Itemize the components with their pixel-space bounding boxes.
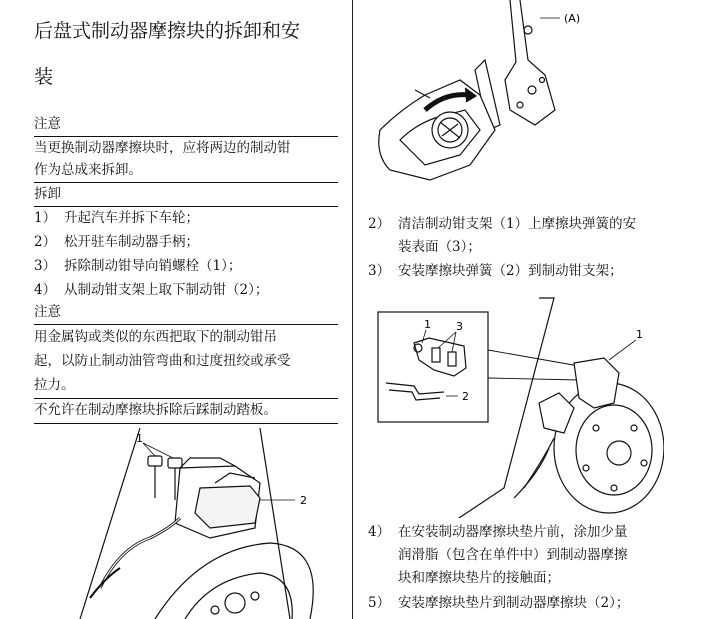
step-number: 4） xyxy=(368,524,391,540)
divider-rule xyxy=(34,182,338,183)
step-number: 5） xyxy=(368,595,391,611)
removal-step xyxy=(34,231,338,254)
notice-1-text-line-1: 当更换制动器摩擦块时，应将两边的制动钳 xyxy=(34,140,291,156)
step-number: 2） xyxy=(34,234,57,250)
caliper-pin-tool-figure xyxy=(370,0,590,200)
divider-rule xyxy=(34,136,338,137)
figure-label-3: 3 xyxy=(456,320,463,333)
step-text: 松开驻车制动器手柄； xyxy=(64,234,199,250)
removal-step xyxy=(34,279,338,302)
step-text: 升起汽车并拆下车轮； xyxy=(64,210,199,226)
install-step xyxy=(368,213,708,259)
step-number: 4） xyxy=(34,282,57,298)
step-text-line-1: 清洁制动钳支架（1）上摩擦块弹簧的安 xyxy=(398,216,637,232)
figure-label-1b: 1 xyxy=(636,328,643,341)
tool-label-a: (A) xyxy=(564,12,581,25)
install-step xyxy=(368,592,708,615)
divider-rule xyxy=(34,423,338,424)
step-number: 2） xyxy=(368,216,391,232)
figure-label-1: 1 xyxy=(424,318,431,331)
title-line-1: 后盘式制动器摩擦块的拆卸和安 xyxy=(34,20,301,42)
figure-label-2: 2 xyxy=(300,494,307,507)
removal-step xyxy=(34,255,338,278)
notice-1-text-line-2: 作为总成来拆卸。 xyxy=(34,162,142,178)
step-number: 1） xyxy=(34,210,57,226)
step-text-line-3: 块和摩擦块垫片的接触面； xyxy=(398,570,560,586)
caliper-removal-figure xyxy=(60,428,350,619)
notice-1-label: 注意 xyxy=(34,116,61,132)
divider-rule xyxy=(34,324,338,325)
step-text-line-2: 润滑脂（包含在单件中）到制动器摩擦 xyxy=(398,547,628,563)
column-divider xyxy=(352,0,353,619)
install-step xyxy=(368,521,708,590)
step-text: 拆除制动钳导向销螺栓（1）； xyxy=(64,258,242,274)
title-line-2: 装 xyxy=(34,66,54,88)
notice-2-line-2: 起，以防止制动油管弯曲和过度扭绞或承受 xyxy=(34,353,291,369)
step-number: 3） xyxy=(34,258,57,274)
step-text-line-1: 在安装制动器摩擦块垫片前，涂加少量 xyxy=(398,524,628,540)
step-text-line-1: 安装摩擦块垫片到制动器摩擦块（2）； xyxy=(398,595,630,611)
figure-label-2: 2 xyxy=(462,390,469,403)
removal-step xyxy=(34,207,338,230)
step-number: 3） xyxy=(368,263,391,279)
figure-label-1: 1 xyxy=(136,432,143,445)
section-title xyxy=(34,8,344,100)
step-text-line-2: 装表面（3）； xyxy=(398,239,481,255)
notice-2-line-1: 用金属钩或类似的东西把取下的制动钳吊 xyxy=(34,329,277,345)
notice-2-label: 注意 xyxy=(34,304,61,320)
step-text-line-1: 安装摩擦块弹簧（2）到制动钳支架； xyxy=(398,263,623,279)
removal-label: 拆卸 xyxy=(34,186,61,202)
notice-2-line-3: 拉力。 xyxy=(34,377,75,393)
install-step xyxy=(368,260,708,283)
notice-2-line-4: 不允许在制动摩擦块拆除后踩制动踏板。 xyxy=(34,402,277,418)
step-text: 从制动钳支架上取下制动钳（2）； xyxy=(64,282,269,298)
pad-spring-figure xyxy=(374,288,664,518)
